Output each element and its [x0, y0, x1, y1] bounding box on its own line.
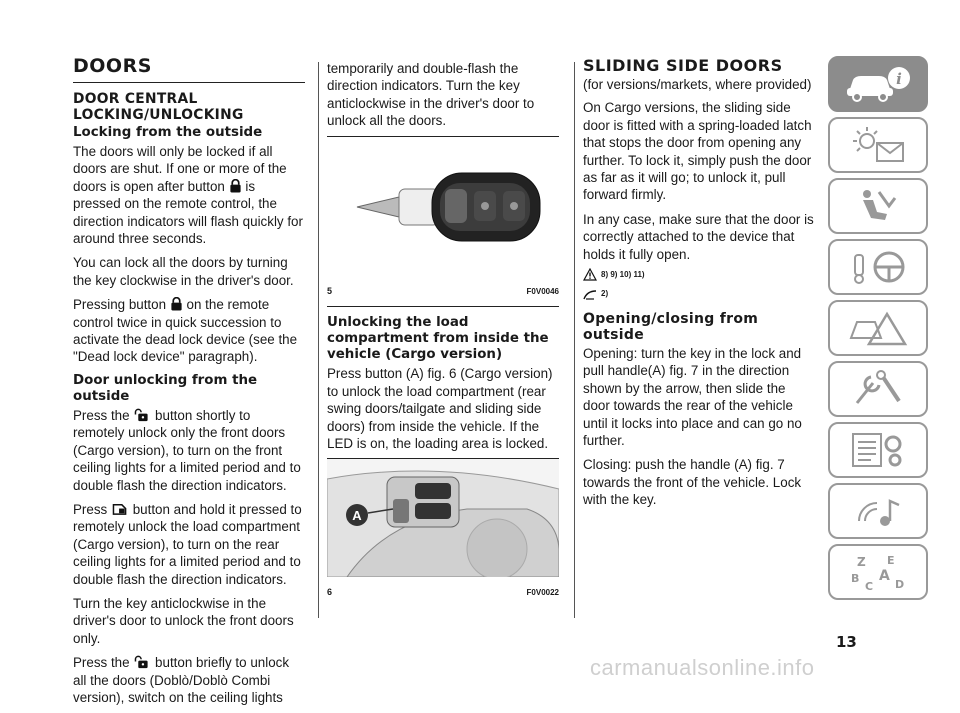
svg-text:E: E — [887, 554, 895, 567]
unlocking-paragraph-1 — [73, 407, 305, 494]
text: on the remote control twice in quick succession to activate the dead lock device (see the "Dead lock device" paragraph). — [73, 297, 298, 365]
unlocking-paragraph-3: Turn the key anticlockwise in the driver's door to unlock the front doors only. — [73, 595, 294, 646]
figure-6-caption — [327, 584, 559, 601]
figure-rule — [327, 306, 559, 307]
sliding-paragraph-1: On Cargo versions, the sliding side door is fitted with a spring-loaded latch that stops the door from opening any further. To lock it, simply push the door as far as it will go; to unlock it, pull forward firmly. — [583, 100, 812, 203]
locking-heading: Locking from the outside — [73, 125, 263, 140]
tab-index[interactable] — [828, 544, 928, 600]
tab-maintenance[interactable] — [828, 361, 928, 417]
text: Press — [73, 501, 108, 517]
text: button shortly to remotely unlock only the front doors (Cargo version), to turn on the front ceiling lights for a limited period and to double flash the direction indicators. — [73, 407, 301, 493]
text: Pressing button — [73, 297, 167, 313]
text: Press the — [73, 655, 130, 671]
unlock-key-icon — [133, 408, 151, 422]
sliding-paragraph-2: In any case, make sure that the door is correctly attached to the device that holds it fully open. — [583, 211, 814, 262]
figure-code: F0V0022 — [526, 587, 559, 597]
lock-symbol — [481, 202, 489, 210]
column-divider — [574, 62, 575, 618]
warning-triangle-icon — [583, 268, 597, 281]
tab-starting-driving[interactable] — [828, 239, 928, 295]
versions-note: (for versions/markets, where provided) — [583, 77, 812, 92]
note-refs — [583, 285, 815, 302]
opening-paragraph: Opening: turn the key in the lock and pull handle(A) fig. 7 in the direction shown by the arrow, then slide the door towards the rear of the vehicle until it locks into place and can go no further. — [583, 345, 802, 448]
emergency-icon — [843, 308, 913, 348]
text: button and hold it pressed to remotely unlock the load compartment (Cargo version), to turn on the rear ceiling lights for a limited period and to double flash the direction indicators. — [73, 501, 302, 587]
starting-driving-icon — [843, 247, 913, 287]
page-number: 13 — [836, 633, 857, 651]
tab-warning-lights[interactable] — [828, 117, 928, 173]
rear-unlock-icon — [111, 502, 129, 516]
unlocking-paragraph-2 — [73, 501, 305, 588]
unlock-key-icon — [133, 655, 151, 669]
page-title: DOORS — [73, 55, 152, 77]
figure-5-caption — [327, 283, 559, 300]
multimedia-icon — [843, 491, 913, 531]
figure-number: 6 — [327, 586, 333, 597]
figure-label-a: A — [352, 508, 362, 524]
note-ref-numbers: 2) — [601, 289, 609, 299]
text: button briefly to unlock all the doors (Doblò/Doblò Combi version), switch on the ceiling lights — [73, 655, 290, 705]
safety-airbag-icon — [843, 186, 913, 226]
window-switch — [415, 483, 451, 499]
column-1 — [73, 56, 305, 713]
svg-text:Z: Z — [857, 555, 866, 569]
svg-text:D: D — [895, 578, 905, 591]
tab-safety[interactable] — [828, 178, 928, 234]
text: Press the — [73, 407, 130, 423]
key-blade — [357, 197, 399, 217]
door-panel-figure — [327, 459, 559, 577]
warning-lights-icon — [843, 125, 913, 165]
index-icon — [843, 552, 913, 592]
svg-text:i: i — [896, 70, 902, 88]
lock-icon — [170, 297, 183, 311]
column-divider — [318, 62, 319, 618]
note-icon — [583, 288, 597, 300]
load-compartment-heading: Unlocking the load compartment from inside the vehicle (Cargo version) — [327, 315, 549, 363]
title-rule — [73, 82, 305, 83]
locking-paragraph-1 — [73, 143, 305, 247]
warning-refs — [583, 266, 815, 283]
locking-paragraph-2: You can lock all the doors by turning the key clockwise in the driver's door. — [73, 255, 294, 288]
svg-text:A: A — [879, 568, 890, 584]
watermark: carmanualsonline.info — [590, 655, 815, 680]
technical-data-icon — [843, 430, 913, 470]
key-button — [445, 189, 467, 223]
button-a — [393, 499, 409, 523]
lock-icon — [229, 179, 242, 193]
unlock-symbol — [510, 202, 518, 210]
locking-paragraph-3 — [73, 296, 305, 366]
load-compartment-paragraph: Press button (A) fig. 6 (Cargo version) to unlock the load compartment (rear swing doors/tailgate and sliding side doors) from inside the vehicle. If the LED is on, the loading area is locked. — [327, 366, 553, 452]
unlocking-paragraph-4 — [73, 654, 305, 706]
continued-paragraph: temporarily and double-flash the direction indicators. Turn the key anticlockwise in the driver's door to unlock all the doors. — [327, 61, 535, 129]
section-title: DOOR CENTRAL LOCKING/UNLOCKING — [73, 91, 244, 123]
remote-key-figure — [327, 137, 559, 277]
figure-number: 5 — [327, 286, 333, 297]
sliding-doors-title: SLIDING SIDE DOORS — [583, 56, 783, 75]
svg-text:B: B — [851, 572, 860, 585]
tab-multimedia[interactable] — [828, 483, 928, 539]
speaker-grille — [467, 519, 527, 577]
text: The doors will only be locked if all doors are shut. If one or more of the doors is open after button — [73, 144, 287, 194]
opening-heading: Opening/closing from outside — [583, 310, 759, 343]
closing-paragraph: Closing: push the handle (A) fig. 7 towards the front of the vehicle. Lock with the key. — [583, 457, 802, 508]
text: is pressed on the remote control, the direction indicators will flash quickly for around three seconds. — [73, 178, 303, 247]
chapter-tabs — [828, 56, 928, 605]
warning-ref-numbers: 8) 9) 10) 11) — [601, 270, 645, 280]
unlocking-heading: Door unlocking from the outside — [73, 372, 258, 404]
tab-emergency[interactable] — [828, 300, 928, 356]
figure-code: F0V0046 — [526, 287, 559, 297]
column-2 — [327, 60, 559, 601]
svg-text:C: C — [865, 580, 874, 592]
tab-technical-data[interactable] — [828, 422, 928, 478]
maintenance-icon — [843, 369, 913, 409]
tab-car-info[interactable] — [828, 56, 928, 112]
window-switch — [415, 503, 451, 519]
car-info-icon — [843, 64, 913, 104]
column-3 — [583, 56, 815, 516]
